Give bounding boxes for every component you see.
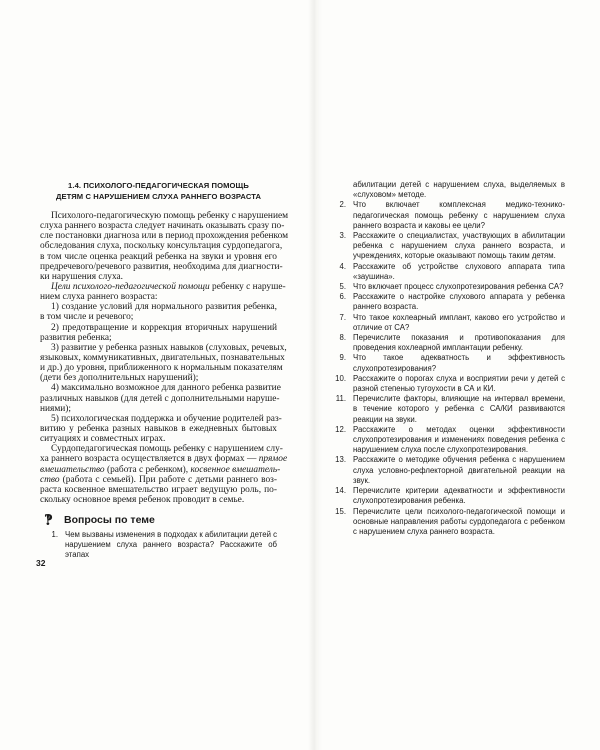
text-segment: 5) психологическая поддержка и обучение родителей раз- bbox=[51, 413, 282, 424]
text-line bbox=[40, 383, 281, 394]
question-number: 15. bbox=[335, 506, 346, 516]
question-item bbox=[332, 313, 565, 333]
question-text: Расскажите о настройке слухового аппарата у ребенка раннего возраста. bbox=[353, 292, 565, 312]
question-number: 11. bbox=[335, 394, 346, 404]
text-segment: нием слуха раннего возраста: bbox=[40, 292, 158, 303]
text-segment: сле постановки диагноза или в период прохождения ребенком bbox=[40, 231, 289, 242]
question-item bbox=[332, 180, 565, 200]
question-mark-icon: ‽ bbox=[44, 511, 53, 530]
right-page-question-list bbox=[332, 180, 565, 537]
italic-text: вмешательство bbox=[40, 464, 105, 475]
question-item bbox=[40, 530, 277, 561]
text-segment: скольку основное время ребенок проводит в семье. bbox=[40, 494, 245, 505]
page-number: 32 bbox=[36, 558, 46, 568]
text-line bbox=[40, 292, 277, 302]
text-line bbox=[40, 352, 285, 363]
question-number: 12. bbox=[335, 424, 346, 434]
question-text: Перечислите показания и противопоказания для проведения кохлеарной имплантации ребенку. bbox=[353, 333, 565, 353]
text-line bbox=[40, 444, 283, 455]
question-number: 7. bbox=[339, 312, 346, 322]
text-segment: (работа с семьей). При работе с детьми раннего воз- bbox=[59, 474, 277, 485]
text-segment: в том числе оценка реакций ребенка на звуки и уровня его bbox=[40, 251, 277, 262]
question-text: Чем вызваны изменения в подходах к абилитации детей с нарушением слуха раннего возраста? Расскажите об этапах bbox=[65, 530, 278, 560]
text-line bbox=[40, 393, 280, 404]
text-segment: ки нарушения слуха. bbox=[40, 271, 124, 282]
question-number: 10. bbox=[335, 373, 346, 383]
text-segment: Сурдопедагогическая помощь ребенку с нарушением слу- bbox=[51, 444, 283, 455]
text-line bbox=[40, 333, 277, 343]
text-segment: 2) предотвращение и коррекция вторичных нарушений bbox=[51, 322, 277, 333]
text-line bbox=[40, 454, 288, 465]
question-number: 3. bbox=[339, 231, 346, 241]
question-text: Расскажите о порогах слуха и восприятии речи у детей с разной степенью тугоухости в СА и КИ. bbox=[353, 373, 565, 394]
text-line bbox=[40, 424, 277, 434]
body-text bbox=[40, 211, 289, 505]
questions-heading bbox=[40, 511, 277, 530]
question-text: Что такое кохлеарный имплант, каково его устройство и отличие от СА? bbox=[353, 312, 565, 332]
text-segment: ситуациях и совместных играх. bbox=[40, 434, 166, 445]
text-line bbox=[40, 404, 277, 414]
text-line bbox=[40, 464, 281, 475]
text-line bbox=[40, 323, 277, 333]
question-item bbox=[332, 262, 565, 282]
question-number: 9. bbox=[339, 353, 346, 363]
question-item bbox=[332, 231, 565, 262]
text-segment: развития ребенка; bbox=[40, 332, 112, 343]
text-segment: ха раннего возраста осуществляется в двух формах — bbox=[40, 454, 259, 465]
question-number: 13. bbox=[335, 455, 346, 465]
question-text: Перечислите критерии адекватности и эффективности слухопротезирования ребенка. bbox=[353, 486, 565, 506]
text-segment: и др.) до уровня, приближенного к нормальным показателям bbox=[40, 363, 283, 374]
text-segment: 3) развитие у ребенка разных навыков (слуховых, речевых, bbox=[51, 342, 287, 353]
question-text: Что такое адекватность и эффективность слухопротезирования? bbox=[353, 353, 565, 373]
question-item bbox=[332, 507, 565, 538]
text-line bbox=[40, 342, 287, 353]
question-number: 2. bbox=[339, 200, 346, 210]
question-list bbox=[40, 530, 277, 561]
text-segment: языковых, коммуникативных, двигательных, познавательных bbox=[40, 352, 285, 363]
italic-text: прямое bbox=[258, 454, 288, 465]
text-segment: (работа с ребенком), bbox=[104, 464, 191, 475]
text-line bbox=[40, 373, 277, 383]
text-line bbox=[40, 261, 283, 272]
heading-line: ДЕТЯМ С НАРУШЕНИЕМ СЛУХА РАННЕГО ВОЗРАСТА bbox=[55, 192, 262, 201]
text-line bbox=[40, 252, 277, 262]
text-segment: ниями); bbox=[40, 403, 72, 414]
question-text: Расскажите об устройстве слухового аппарата типа «заушина». bbox=[353, 261, 565, 281]
text-line bbox=[40, 221, 285, 232]
question-text: Расскажите о методике обучения ребенка с нарушением слуха условно-рефлекторной двигательной реакции на звук. bbox=[353, 455, 565, 485]
question-number: 6. bbox=[339, 292, 346, 302]
question-text: Что включает процесс слухопротезирования ребенка СА? bbox=[353, 282, 564, 292]
question-text: Перечислите факторы, влияющие на интервал времени, в течение которого у ребенка с СА/КИ развиваются реакции на звуки. bbox=[353, 394, 565, 424]
question-item bbox=[332, 292, 565, 312]
text-segment: в том числе и речевого; bbox=[40, 312, 134, 323]
text-line bbox=[40, 231, 289, 242]
text-segment: раста косвенное вмешательство играет ведущую роль, по- bbox=[40, 484, 277, 495]
text-line bbox=[40, 475, 277, 485]
text-segment: витию у ребенка разных навыков в ежедневных бытовых bbox=[40, 423, 277, 434]
question-number: 4. bbox=[339, 261, 346, 271]
question-item bbox=[332, 455, 565, 486]
text-line bbox=[40, 434, 277, 444]
questions-title: Вопросы по теме bbox=[64, 514, 155, 526]
question-number: 1. bbox=[51, 530, 58, 540]
text-line bbox=[40, 272, 277, 282]
question-text: Перечислите цели психолого-педагогической помощи и основные направления работы сурдопедагога с ребенком с нарушением слуха раннего возраста. bbox=[353, 506, 565, 536]
italic-text: косвенное вмешатель- bbox=[190, 464, 281, 475]
question-text: Расскажите о специалистах, участвующих в абилитации ребенка с нарушением слуха раннего возраста, и учреждениях, которые оказывают помощь таким детям. bbox=[353, 231, 565, 261]
question-number bbox=[332, 180, 353, 200]
text-segment: обследования слуха, поскольку консультация сурдопедагога, bbox=[40, 241, 283, 252]
text-segment: ребенку с наруше- bbox=[209, 281, 286, 292]
question-item bbox=[332, 394, 565, 425]
text-line bbox=[40, 302, 277, 312]
question-text: Что включает комплексная медико-технико-педагогическая помощь ребенку с нарушением слуха раннего возраста и каковы ее цели? bbox=[353, 200, 565, 230]
question-number: 8. bbox=[339, 333, 346, 343]
text-line bbox=[40, 312, 277, 322]
italic-text: Цели психолого-педагогической помощи bbox=[51, 281, 210, 292]
question-text: абилитации детей с нарушением слуха, выделяемых в «слуховом» методе. bbox=[353, 180, 565, 200]
text-segment: Психолого-педагогическую помощь ребенку с нарушением bbox=[51, 211, 289, 221]
text-segment: (дети без дополнительных нарушений); bbox=[40, 373, 199, 384]
question-item bbox=[332, 486, 565, 506]
question-number: 5. bbox=[339, 282, 346, 292]
text-line bbox=[40, 211, 289, 221]
left-page bbox=[40, 180, 289, 561]
question-number: 14. bbox=[335, 486, 346, 496]
text-segment: 1) создание условий для нормального развития ребенка, bbox=[51, 302, 277, 313]
text-segment: предречевого/речевого развития, необходима для диагности- bbox=[40, 261, 283, 272]
question-item bbox=[332, 353, 565, 373]
text-line bbox=[40, 495, 277, 505]
heading-line: 1.4. ПСИХОЛОГО-ПЕДАГОГИЧЕСКАЯ ПОМОЩЬ bbox=[68, 181, 249, 190]
text-segment: 4) максимально возможное для данного ребенка развитие bbox=[51, 383, 281, 394]
text-line bbox=[40, 281, 286, 292]
section-heading bbox=[40, 180, 277, 202]
italic-text: ство bbox=[40, 474, 60, 485]
text-line bbox=[40, 241, 283, 252]
question-item bbox=[332, 425, 565, 456]
text-line bbox=[40, 485, 277, 495]
book-spine bbox=[308, 0, 322, 750]
question-text: Расскажите о методах оценки эффективности слухопротезирования и изменениях поведения ребенка с нарушением слуха после слухопротезирования. bbox=[353, 424, 565, 455]
question-item bbox=[332, 333, 565, 353]
question-item bbox=[332, 200, 565, 231]
text-line bbox=[40, 413, 282, 424]
question-item bbox=[332, 374, 565, 394]
question-item bbox=[332, 282, 565, 292]
text-segment: различных навыков (для детей с дополнительными наруше- bbox=[40, 393, 280, 404]
text-segment: слуха раннего возраста следует начинать оказывать сразу по- bbox=[40, 221, 285, 232]
text-line bbox=[40, 363, 283, 374]
